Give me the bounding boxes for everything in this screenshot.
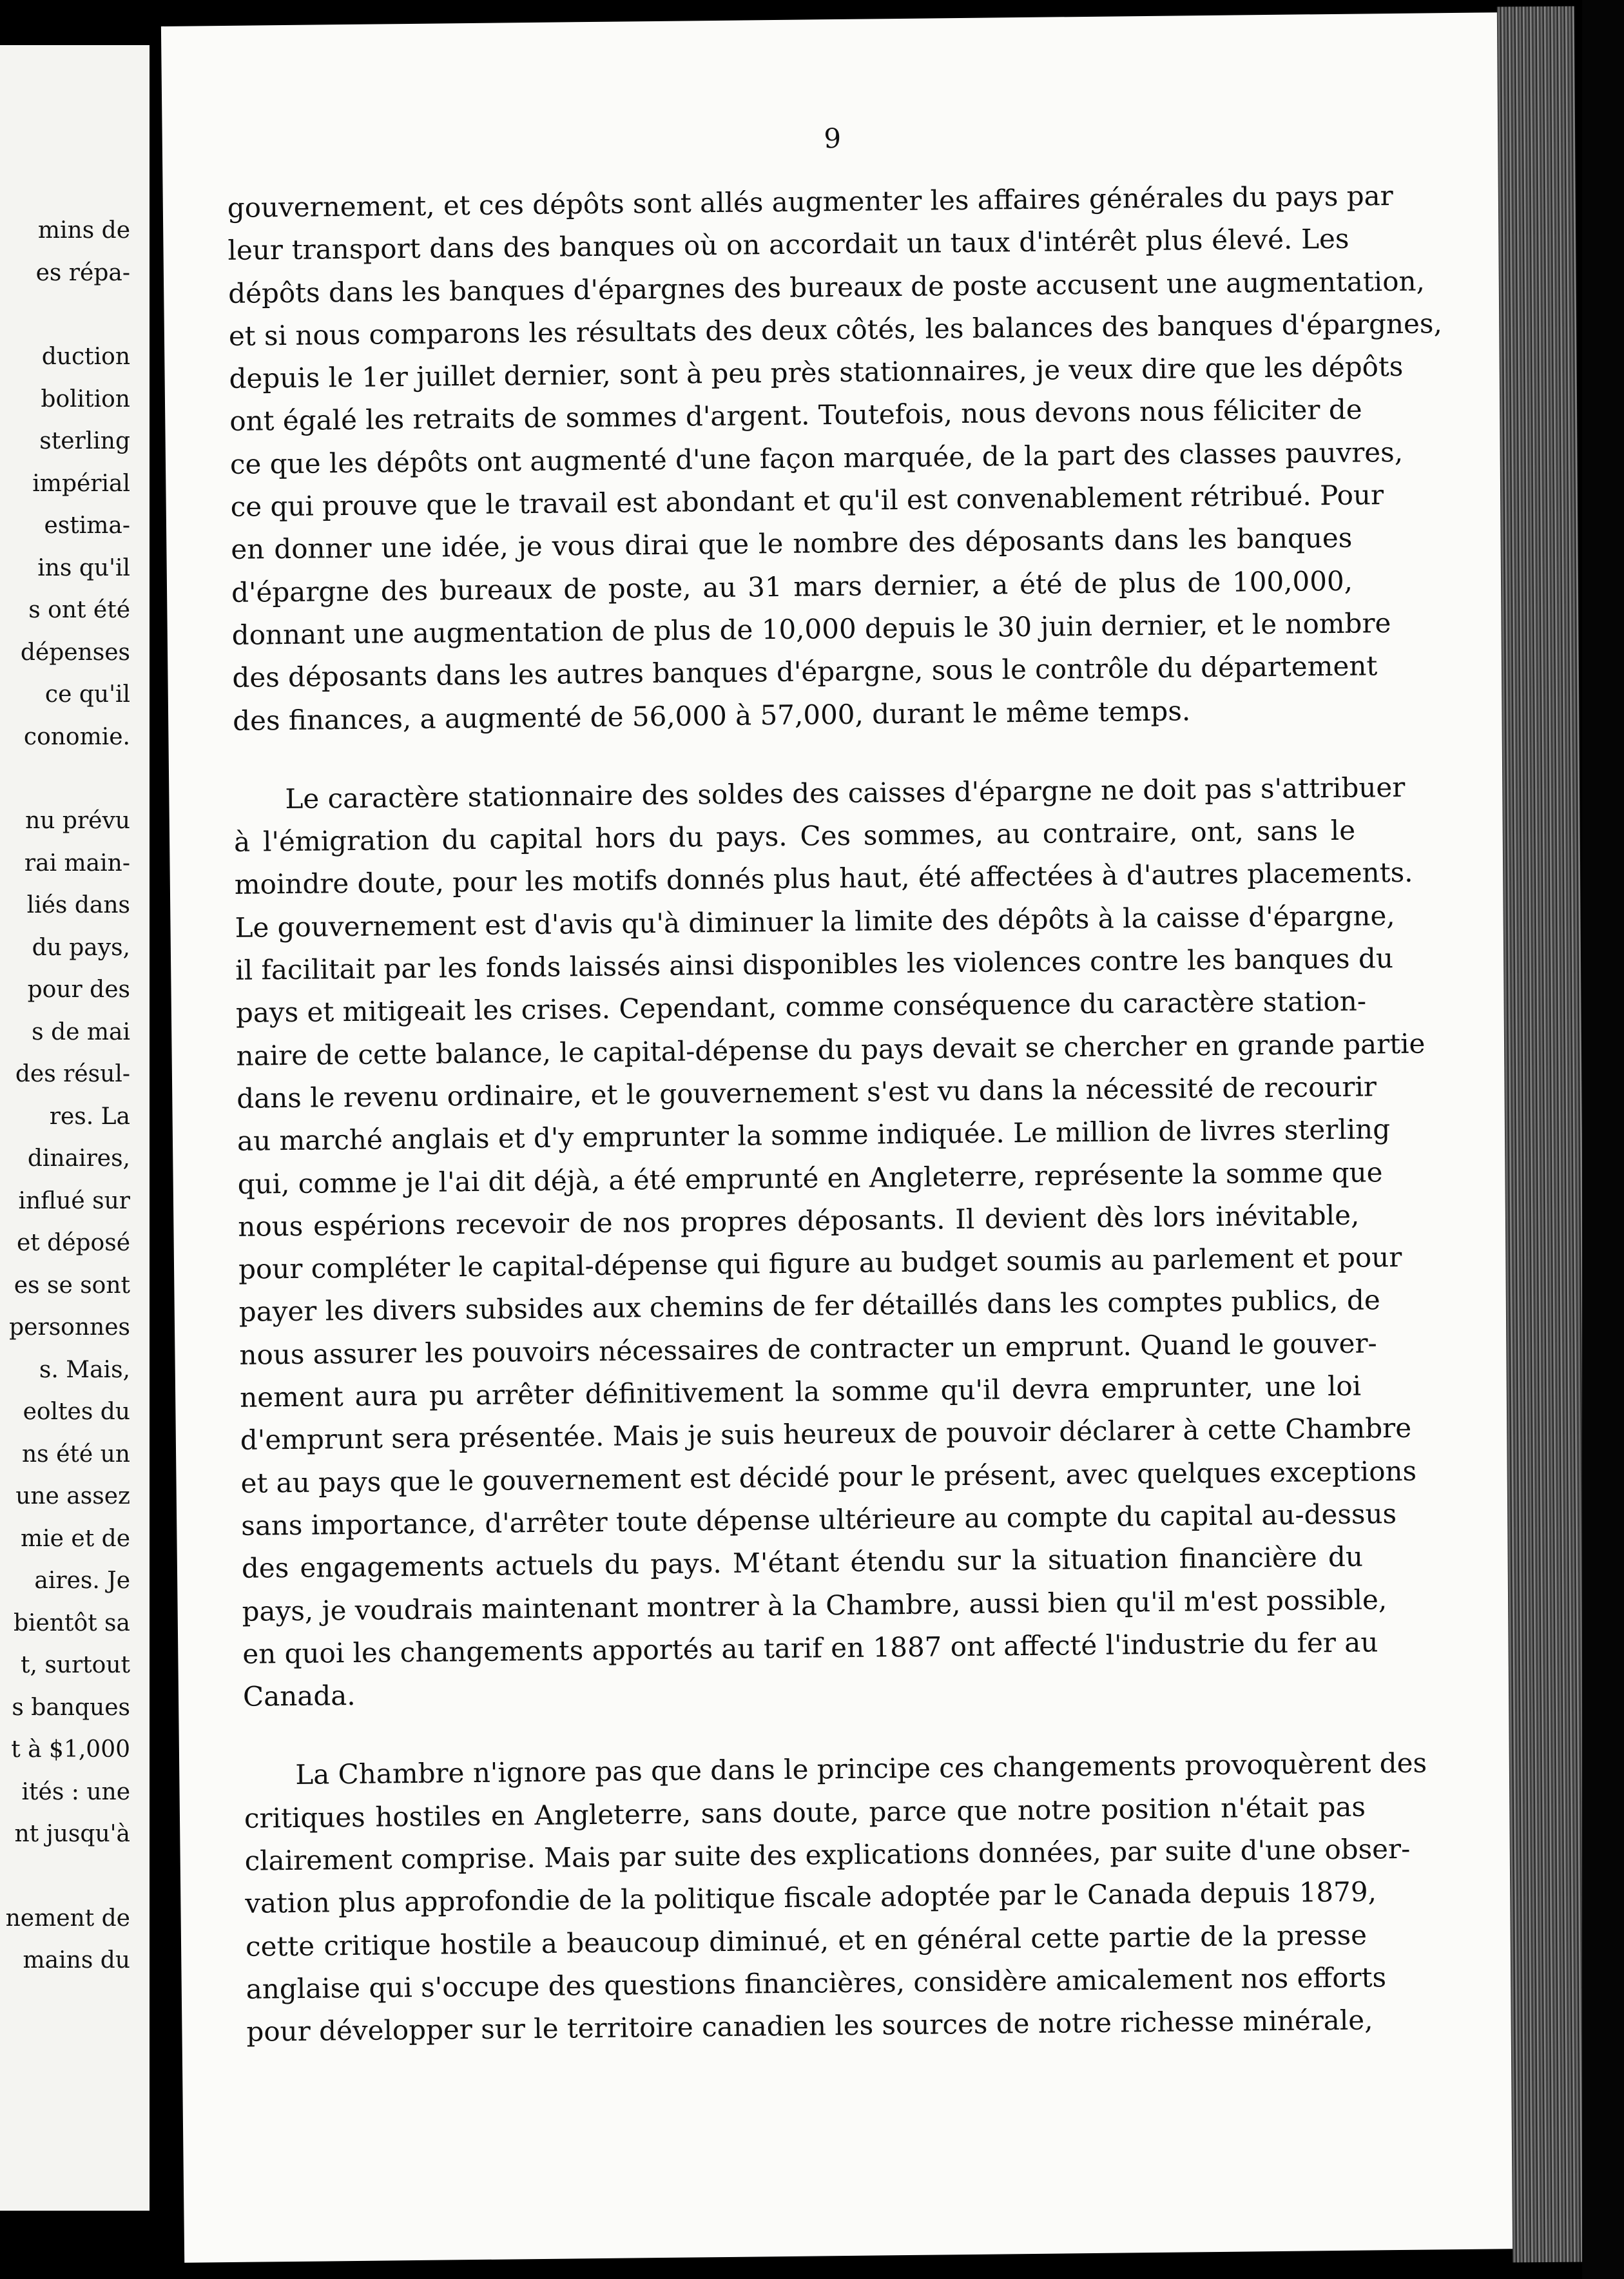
- left-page-fragment: [0, 45, 150, 2211]
- text-line: pays, je voudrais maintenant montrer à la Chambre, aussi bien qu'il m'est possible,: [242, 1583, 1387, 1627]
- paragraph: [233, 767, 1426, 1719]
- text-line: et au pays que le gouvernement est décidé pour le présent, avec quelques exceptions: [240, 1455, 1417, 1499]
- left-page-line: res. La: [49, 1103, 130, 1130]
- left-page-text: [0, 209, 130, 1982]
- left-page-line: impérial: [32, 470, 130, 497]
- text-line: critiques hostiles en Angleterre, sans doute, parce que notre position n'était pas: [244, 1790, 1366, 1834]
- text-line: ce que les dépôts ont augmenté d'une façon marquée, de la part des classes pauvres,: [229, 436, 1404, 480]
- text-line: des finances, a augmenté de 56,000 à 57,000, durant le même temps.: [232, 694, 1191, 737]
- page-body-text: [227, 175, 1443, 2054]
- left-page-line: estima-: [44, 512, 130, 539]
- left-page-line: duction: [41, 344, 130, 370]
- left-page-line: dépenses: [20, 639, 130, 666]
- left-page-line: liés dans: [26, 892, 130, 918]
- text-line: pour compléter le capital-dépense qui figure au budget soumis au parlement et pour: [238, 1241, 1402, 1285]
- text-line: et si nous comparons les résultats des deux côtés, les balances des banques d'épargnes,: [228, 307, 1443, 352]
- text-line: nous espérions recevoir de nos propres déposants. Il devient dès lors inévitable,: [238, 1199, 1360, 1243]
- left-page-line: influé sur: [18, 1187, 130, 1214]
- left-page-line: es répa-: [35, 259, 130, 286]
- left-page-line: personnes: [9, 1314, 130, 1341]
- text-line: d'emprunt sera présentée. Mais je suis heureux de pouvoir déclarer à cette Chambre: [240, 1412, 1412, 1457]
- page-number: 9: [824, 122, 842, 155]
- text-line: payer les divers subsides aux chemins de fer détaillés dans les comptes publics, de: [238, 1284, 1380, 1328]
- left-page-line: t, surtout: [20, 1652, 130, 1678]
- text-line: anglaise qui s'occupe des questions financières, considère amicalement nos efforts: [246, 1961, 1387, 2005]
- left-page-line: aires. Je: [34, 1567, 130, 1594]
- text-line: Canada.: [242, 1680, 356, 1712]
- left-page-line: dinaires,: [27, 1145, 130, 1172]
- text-line: nement aura pu arrêter définitivement la somme qu'il devra emprunter, une loi: [239, 1370, 1362, 1413]
- left-page-line: es se sont: [14, 1272, 130, 1299]
- left-page-line: nement de: [5, 1905, 130, 1932]
- text-line: qui, comme je l'ai dit déjà, a été emprunté en Angleterre, représente la somme que: [237, 1156, 1383, 1200]
- text-line: gouvernement, et ces dépôts sont allés augmenter les affaires générales du pays par: [227, 179, 1393, 224]
- text-line: pour développer sur le territoire canadien les sources de notre richesse minérale,: [246, 2004, 1373, 2048]
- text-line: cette critique hostile a beaucoup diminué, et en général cette partie de la presse: [245, 1919, 1368, 1963]
- text-line: moindre doute, pour les motifs donnés plus haut, été affectées à d'autres placements.: [234, 857, 1413, 901]
- text-line: des déposants dans les autres banques d'épargne, sous le contrôle du département: [232, 650, 1378, 694]
- text-line: ont égalé les retraits de sommes d'argent. Toutefois, nous devons nous féliciter de: [229, 393, 1362, 438]
- text-line: nous assurer les pouvoirs nécessaires de contracter un emprunt. Quand le gouver-: [239, 1327, 1377, 1371]
- text-line: en quoi les changements apportés au tarif en 1887 ont affecté l'industrie du fer au: [242, 1626, 1378, 1670]
- left-page-line: des résul-: [15, 1061, 130, 1087]
- left-page-line: nu prévu: [25, 808, 130, 834]
- left-page-line: s banques: [12, 1694, 130, 1721]
- main-page: [161, 12, 1525, 2263]
- left-page-line: bientôt sa: [13, 1609, 130, 1636]
- text-line: à l'émigration du capital hors du pays. Ces sommes, au contraire, ont, sans le: [233, 814, 1356, 858]
- text-line: Le caractère stationnaire des soldes des caisses d'épargne ne doit pas s'attribuer: [285, 771, 1406, 815]
- text-line: ce qui prouve que le travail est abondant et qu'il est convenablement rétribué. Pour: [230, 479, 1384, 523]
- text-line: des engagements actuels du pays. M'étant étendu sur la situation financière du: [241, 1540, 1364, 1585]
- text-line: en donner une idée, je vous dirai que le nombre des déposants dans les banques: [231, 522, 1353, 566]
- left-page-line: ins qu'il: [37, 554, 130, 581]
- left-page-line: rai main-: [24, 849, 130, 877]
- text-line: sans importance, d'arrêter toute dépense ultérieure au compte du capital au-dessus: [240, 1497, 1397, 1542]
- left-page-gap: [0, 294, 130, 336]
- left-page-line: ités : une: [21, 1778, 130, 1805]
- text-line: La Chambre n'ignore pas que dans le principe ces changements provoquèrent des: [295, 1747, 1427, 1791]
- paragraph: [227, 175, 1443, 742]
- left-page-line: une assez: [15, 1483, 130, 1509]
- text-line: d'épargne des bureaux de poste, au 31 mars dernier, a été de plus de 100,000,: [231, 565, 1353, 608]
- left-page-line: s ont été: [28, 597, 130, 623]
- text-line: clairement comprise. Mais par suite des explications données, par suite d'une obser-: [244, 1832, 1411, 1877]
- text-line: dans le revenu ordinaire, et le gouvernement s'est vu dans la nécessité de recourir: [237, 1071, 1377, 1114]
- left-page-line: bolition: [41, 385, 130, 412]
- left-page-line: ce qu'il: [44, 681, 130, 708]
- left-page-line: conomie.: [23, 723, 130, 750]
- text-line: au marché anglais et d'y emprunter la somme indiquée. Le million de livres sterling: [237, 1113, 1391, 1158]
- text-line: depuis le 1er juillet dernier, sont à peu près stationnaires, je veux dire que les dépôts: [229, 351, 1404, 395]
- book-page-edges: [1497, 6, 1590, 2263]
- left-page-line: nt jusqu'à: [14, 1821, 130, 1847]
- left-page-line: s. Mais,: [39, 1356, 130, 1383]
- left-page-line: mains du: [23, 1947, 130, 1974]
- left-page-line: mins de: [37, 217, 130, 244]
- left-page-line: du pays,: [32, 934, 130, 961]
- left-page-gap: [0, 758, 130, 800]
- text-line: vation plus approfondie de la politique fiscale adoptée par le Canada depuis 1879,: [245, 1876, 1377, 1920]
- left-page-line: s de mai: [32, 1018, 130, 1045]
- text-line: il facilitait par les fonds laissés ainsi disponibles les violences contre les banques du: [235, 942, 1394, 986]
- text-line: leur transport dans des banques où on accordait un taux d'intérêt plus élevé. Les: [227, 222, 1349, 267]
- left-page-gap: [0, 1856, 130, 1897]
- left-page-line: ns été un: [22, 1440, 130, 1468]
- left-page-line: t à $1,000: [11, 1736, 130, 1763]
- text-line: Le gouvernement est d'avis qu'à diminuer la limite des dépôts à la caisse d'épargne,: [235, 899, 1395, 944]
- text-line: donnant une augmentation de plus de 10,000 depuis le 30 juin dernier, et le nombre: [231, 607, 1391, 651]
- left-page-line: mie et de: [21, 1525, 130, 1552]
- left-page-line: et déposé: [16, 1230, 130, 1256]
- text-line: dépôts dans les banques d'épargnes des bureaux de poste accusent une augmentation,: [227, 265, 1426, 309]
- left-page-line: sterling: [39, 428, 130, 454]
- left-page-line: eoltes du: [23, 1399, 130, 1425]
- text-line: naire de cette balance, le capital-dépense du pays devait se chercher en grande partie: [236, 1027, 1426, 1072]
- text-line: pays et mitigeait les crises. Cependant, comme conséquence du caractère station-: [235, 985, 1367, 1029]
- left-page-line: pour des: [27, 976, 130, 1003]
- book-edge-shadow: [1582, 0, 1624, 2279]
- paragraph: [244, 1743, 1427, 2053]
